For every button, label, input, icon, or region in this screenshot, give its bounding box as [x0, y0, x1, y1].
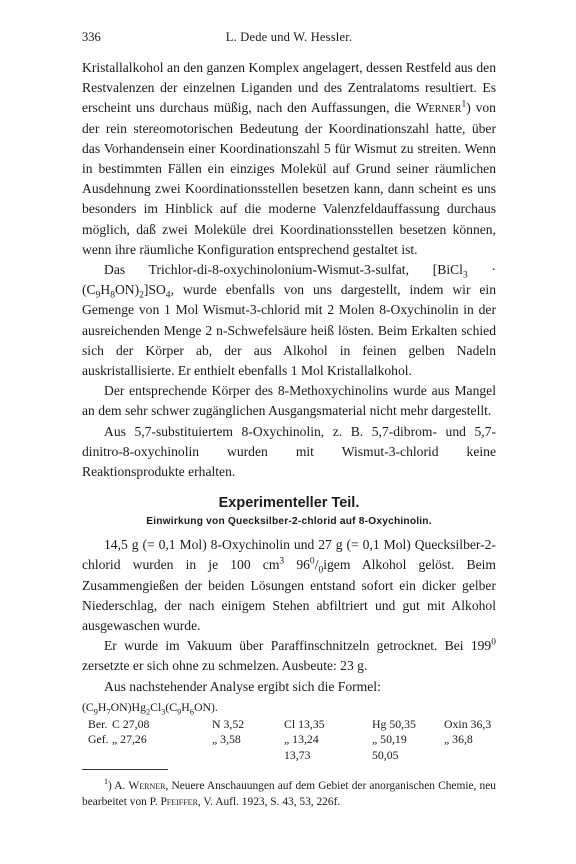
analysis-cell: Hg 50,35: [372, 716, 416, 731]
section-title: Experimenteller Teil.: [218, 495, 360, 512]
analysis-cell: „ 27,26: [112, 732, 147, 747]
analysis-cell: 13,73: [284, 747, 311, 762]
analysis-cell: „ 13,24: [284, 732, 319, 747]
analysis-cell: N 3,52: [212, 716, 245, 731]
footnote: $^1$) A. Werner, Neuere Anschauungen auf dem Gebiet der anorganischen Chemie, neu bearbeitet von P. Pfeiffer, V. Aufl. 1923, S. 43, 53, 226f.: [82, 777, 496, 809]
paragraph: Der entsprechende Körper des 8-Methoxychinolins wurde aus Mangel an dem sehr schwer zugänglichen Ausgangsmaterial nicht mehr dargestellt.: [82, 383, 496, 419]
analysis-cell: Cl 13,35: [284, 716, 325, 731]
subsection-title: Einwirkung von Quecksilber-2-chlorid auf 8-Oxychinolin.: [146, 516, 432, 528]
analysis-cell: Ber.: [88, 716, 108, 731]
paragraph: Aus nachstehender Analyse ergibt sich die Formel:: [104, 678, 381, 694]
analysis-cell: 50,05: [372, 747, 399, 762]
analysis-cell: [82, 748, 112, 764]
footnote-rule: [82, 769, 168, 770]
page-header: [82, 30, 496, 46]
paragraph: 14,5 g (= 0,1 Mol) 8-Oxychinolin und 27 g (= 0,1 Mol) Quecksilber-2-chlorid wurden in je 100 $cm^3$ $96^0/_0igem$ Alkohol gelöst. Beim Zusammengießen der beiden Lösungen entstand sofort ein dicker gelber Niederschlag, der nach einigem Stehen abfiltriert und gut mit Alkohol ausgewaschen wurde.: [82, 537, 496, 634]
analysis-cell: [112, 748, 212, 764]
chemical-formula: $(C_9H_7ON)Hg_2Cl_3(C_9H_6ON)$.: [82, 699, 218, 717]
analysis-row: [82, 748, 496, 764]
analysis-table: [82, 717, 496, 764]
paragraph: Aus 5,7-substituiertem 8-Oxychinolin, z. B. 5,7-dibrom- und 5,7-dinitro-8-oxychinolin wurden mit Wismut-3-chlorid keine Reaktionsprodukte erhalten.: [82, 423, 496, 480]
analysis-cell: „ 50,19: [372, 732, 407, 747]
analysis-row: [82, 717, 496, 733]
analysis-cell: „ 3,58: [212, 732, 241, 747]
paragraph: Er wurde im Vakuum über Paraffinschnitzeln getrocknet. Bei $199^0$ zersetzte er sich ohne zu schmelzen. Ausbeute: 23 g.: [82, 637, 496, 674]
analysis-cell: Oxin 36,3: [444, 716, 492, 731]
analysis-row: [82, 732, 496, 748]
analysis-cell: [444, 748, 496, 764]
analysis-cell: „ 36,8: [444, 732, 473, 747]
analysis-cell: Gef.: [88, 732, 109, 747]
analysis-cell: [212, 748, 284, 764]
analysis-cell: C 27,08: [112, 716, 150, 731]
page-number: 336: [82, 30, 101, 44]
running-head: L. Dede und W. Hessler.: [225, 30, 353, 44]
paragraph: Das Trichlor-di-8-oxychinolonium-Wismut-3-sulfat, [BiCl$_3$ · $(C_9H_8ON)_2]SO_4$, wurde ebenfalls von uns dargestellt, indem wir ein Gemenge von 1 Mol Wismut-3-chlorid mit 2 Molen 8-Oxychinolin in der ausreichenden Menge 2 n-Schwefelsäure heiß lösten. Beim Erkalten schied sich der Körper ab, der aus Alkohol in feinen gelben Nadeln auskristallisierte. Er enthielt ebenfalls 1 Mol Kristallalkohol.: [82, 262, 496, 379]
paragraph: Kristallalkohol an den ganzen Komplex angelagert, dessen Restfeld aus den Restvalenzen der einzelnen Liganden und des Zentralatoms resultiert. Es erscheint uns durchaus müßig, nach den Auffassungen, die Werner$^1$) von der rein stereomotorischen Bedeutung der Koordinationszahl hatte, über das Vorhandensein einer Koordinationszahl 5 für Wismut zu streiten. Wenn in bestimmten Fällen ein einziges Molekül auf Grund seiner räumlichen Ausdehnung zwei Koordinationsstellen besetzen kann, dann scheint es uns besonders im Hinblick auf die moderne Valenzfeldauffassung durchaus möglich, daß zwei Moleküle drei Koordinationsstellen besetzen können, wenn ihre räumliche Konfiguration entsprechend gestaltet ist.: [82, 60, 496, 257]
page-body: [82, 58, 496, 810]
